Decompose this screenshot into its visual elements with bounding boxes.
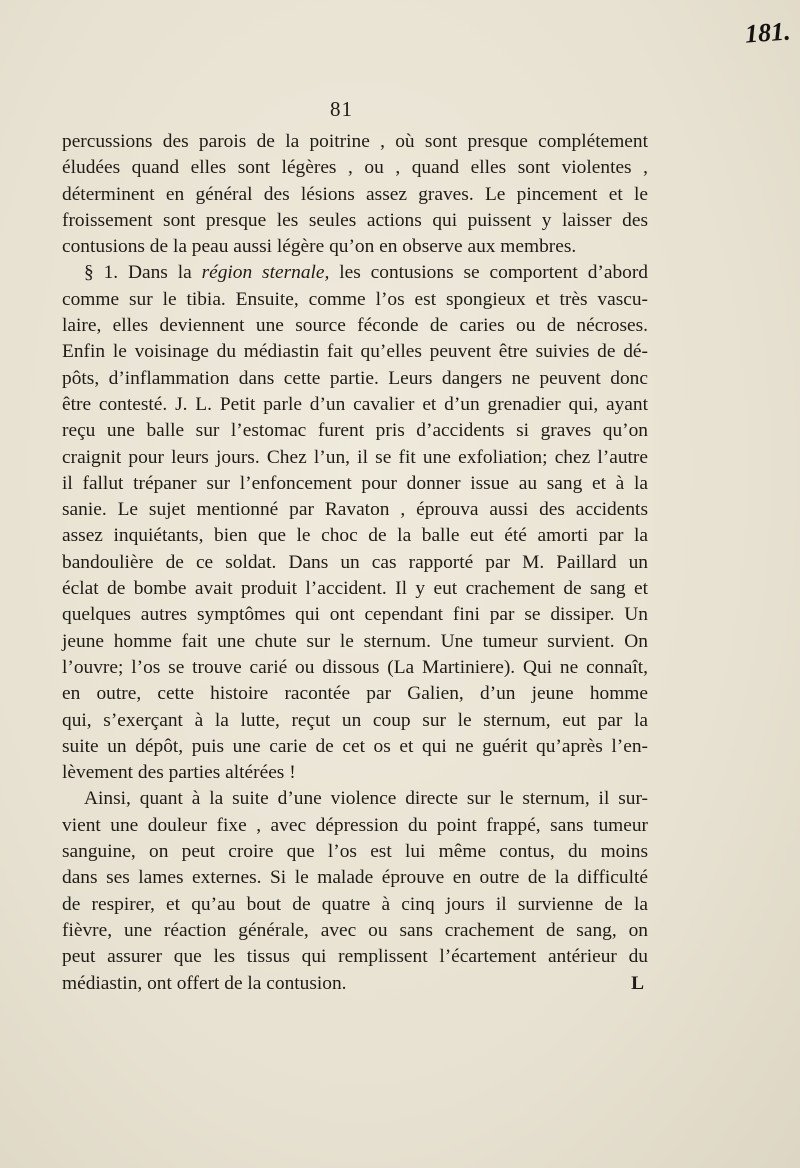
text-line: dans ses lames externes. Si le malade éprouve en outre de la difficulté — [62, 867, 648, 889]
text-line — [62, 971, 648, 997]
closing-sentence: médiastin, ont offert de la contusion. — [62, 972, 347, 994]
text-line: comme sur le tibia. Ensuite, comme l’os est spongieux et très vascu- — [62, 288, 648, 310]
section-lead-rest: les contusions se comportent d’abord — [329, 262, 648, 284]
text-line: jeune homme fait une chute sur le sternum. Une tumeur survient. On — [62, 630, 648, 652]
text-line: éludées quand elles sont légères , ou , quand elles sont violentes , — [62, 157, 648, 179]
text-line: laire, elles deviennent une source féconde de caries ou de nécroses. — [62, 315, 648, 337]
page-number: 81 — [330, 97, 353, 121]
text-line: Ainsi, quant à la suite d’une violence directe sur le sternum, il sur- — [84, 788, 648, 810]
text-line: vient une douleur fixe , avec dépression du point frappé, sans tumeur — [62, 814, 648, 836]
italic-term: région sternale, — [201, 262, 330, 284]
text-line: assez inquiétants, bien que le choc de la balle eut été amorti par la — [62, 525, 648, 547]
text-line: être contesté. J. L. Petit parle d’un cavalier et d’un grenadier qui, ayant — [62, 393, 648, 415]
text-line: quelques autres symptômes qui ont cependant fini par se dissiper. Un — [62, 604, 648, 626]
signature-mark: L — [631, 972, 644, 994]
text-line: Enfin le voisinage du médiastin fait qu’elles peuvent être suivies de dé- — [62, 341, 648, 363]
text-line: peut assurer que les tissus qui remplissent l’écartement antérieur du — [62, 946, 648, 968]
text-line: de respirer, et qu’au bout de quatre à cinq jours il survienne de la — [62, 893, 648, 915]
paragraph-3 — [62, 786, 648, 996]
text-line: suite un dépôt, puis une carie de cet os et qui ne guérit qu’après l’en- — [62, 735, 648, 757]
paragraph-1 — [62, 129, 648, 260]
text-line: percussions des parois de la poitrine , où sont presque complétement — [62, 131, 648, 152]
text-line: qui, s’exerçant à la lutte, reçut un coup sur le sternum, eut par la — [62, 709, 648, 731]
handwritten-folio-annotation: 181. — [743, 16, 791, 49]
text-line: craignit pour leurs jours. Chez l’un, il se fit une exfoliation; chez l’autre — [62, 446, 648, 468]
text-line: lèvement des parties altérées ! — [62, 762, 296, 784]
text-line: il fallut trépaner sur l’enfoncement pour donner issue au sang et à la — [62, 472, 648, 494]
section-lead: § 1. Dans la — [84, 262, 202, 284]
text-line: éclat de bombe avait produit l’accident. Il y eut crachement de sang et — [62, 578, 648, 600]
text-line: en outre, cette histoire racontée par Galien, d’un jeune homme — [62, 683, 648, 705]
text-line: sanie. Le sujet mentionné par Ravaton , éprouva aussi des accidents — [62, 499, 648, 521]
text-line: froissement sont presque les seules actions qui puissent y laisser des — [62, 209, 648, 231]
text-line: fièvre, une réaction générale, avec ou sans crachement de sang, on — [62, 919, 648, 941]
text-line: reçu une balle sur l’estomac furent pris d’accidents si graves qu’on — [62, 420, 648, 442]
text-line: contusions de la peau aussi légère qu’on en observe aux membres. — [62, 236, 577, 258]
text-line: bandoulière de ce soldat. Dans un cas rapporté par M. Paillard un — [62, 551, 648, 573]
paragraph-2 — [62, 260, 648, 786]
text-line: pôts, d’inflammation dans cette partie. Leurs dangers ne peuvent donc — [62, 367, 648, 389]
text-line: déterminent en général des lésions assez graves. Le pincement et le — [62, 183, 648, 205]
text-line — [62, 260, 648, 286]
text-line: l’ouvre; l’os se trouve carié ou dissous (La Martiniere). Qui ne connaît, — [62, 656, 648, 678]
body-text — [62, 129, 648, 997]
text-line: sanguine, on peut croire que l’os est lui même contus, du moins — [62, 841, 648, 863]
